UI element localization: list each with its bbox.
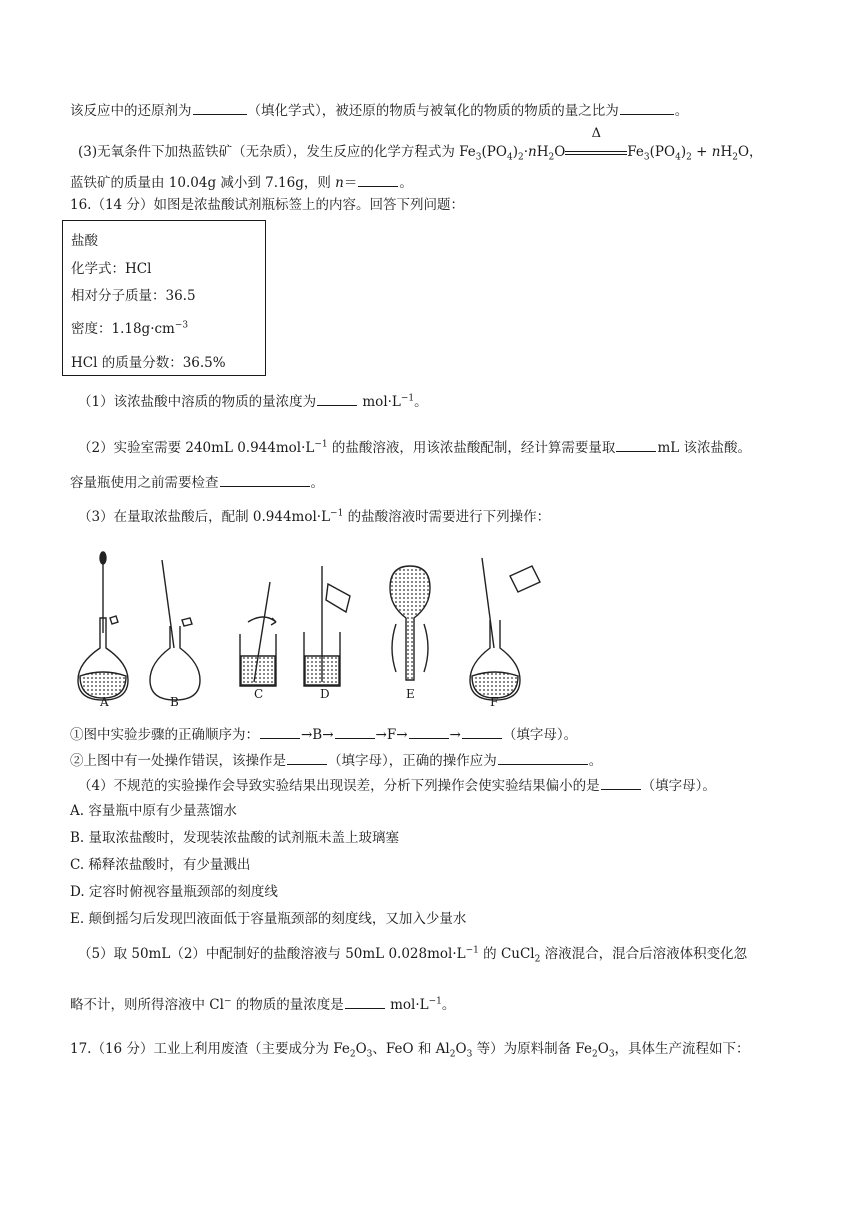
exponent: −1	[330, 508, 344, 519]
text: 溶液混合，混合后溶液体积变化忽	[540, 946, 748, 962]
text: 的盐酸溶液，用该浓盐酸配制，经计算需要量取	[327, 440, 616, 456]
text: 。	[588, 753, 603, 769]
subscript: 2	[534, 954, 541, 965]
text: mol·L	[358, 394, 401, 410]
step-a-dropper-flask	[78, 552, 128, 700]
question-2	[78, 437, 751, 457]
lab-procedure-figure	[70, 548, 550, 708]
text: →	[449, 727, 461, 743]
step-letter: A	[100, 695, 109, 708]
question-2-continued	[70, 472, 324, 492]
text: ＝	[343, 175, 358, 191]
option-c: C. 稀释浓盐酸时，有少量溅出	[70, 857, 251, 873]
text: →F→	[375, 727, 408, 743]
label-formula: 化学式：HCl	[71, 261, 152, 277]
text: 。	[441, 997, 456, 1013]
text: 。	[674, 103, 689, 119]
sub-question-2	[70, 750, 602, 770]
step-c-stirring-beaker	[240, 582, 276, 686]
label-density: 密度：$1.18g\cdot cm^{-3}$	[71, 320, 189, 337]
question-17-header: 17.（16 分）工业上利用废渣（主要成分为 $Fe_2O_3$、FeO 和 $Al_2O_3$ 等）为原料制备 $Fe_2O_3$，具体生产流程如下：	[70, 1041, 750, 1060]
answer-blank[interactable]	[220, 472, 310, 487]
answer-blank[interactable]	[193, 100, 247, 115]
text: mol·L	[385, 997, 429, 1013]
text: （填字母）。	[641, 778, 716, 794]
exponent: −1	[314, 439, 328, 450]
text: ，	[749, 144, 763, 160]
text: （填字母），正确的操作应为	[328, 753, 497, 769]
superscript: −	[223, 996, 232, 1007]
answer-blank[interactable]	[620, 100, 674, 115]
equation-product: $Fe_3(PO_4)_2 + nH_2O$	[627, 144, 750, 163]
answer-blank[interactable]	[616, 437, 656, 452]
text: （3）在量取浓盐酸后，配制 0.944mol·L	[78, 509, 331, 525]
exponent: −1	[400, 393, 415, 404]
text: 16.（14 分）如图是浓盐酸试剂瓶标签上的内容。回答下列问题：	[70, 197, 464, 213]
text: ①图中实验步骤的正确顺序为：	[70, 727, 259, 743]
step-letter: B	[170, 695, 179, 708]
equation: $Fe_3(PO_4)_2\cdot nH_2O$	[459, 144, 566, 163]
text: 略不计，则所得溶液中 Cl	[70, 997, 224, 1013]
answer-blank[interactable]	[317, 391, 357, 406]
question-5	[78, 945, 747, 963]
label-molecular-mass: 相对分子质量：36.5	[71, 288, 196, 304]
text: （1）该浓盐酸中溶质的物质的量浓度为	[78, 394, 317, 410]
answer-blank[interactable]	[358, 172, 398, 187]
text: （填字母）。	[502, 727, 578, 743]
answer-blank[interactable]	[287, 750, 327, 765]
step-d-pour-beaker	[304, 566, 350, 686]
step-letter: F	[490, 695, 499, 708]
exponent: −1	[465, 945, 479, 956]
text: 的盐酸溶液时需要进行下列操作：	[343, 509, 551, 525]
question-1	[78, 391, 428, 411]
option-e: E. 颠倒摇匀后发现凹液面低于容量瓶颈部的刻度线，又加入少量水	[70, 911, 467, 927]
step-e-shake-flask	[390, 566, 430, 680]
answer-blank[interactable]	[462, 724, 502, 739]
step-letter: E	[406, 687, 415, 701]
answer-blank[interactable]	[260, 724, 300, 739]
answer-blank[interactable]	[498, 750, 588, 765]
option-b: B. 量取浓盐酸时，发现装浓盐酸的试剂瓶未盖上玻璃塞	[70, 830, 400, 846]
step-letter: C	[254, 687, 264, 701]
text: 。	[414, 394, 428, 410]
text-line	[70, 172, 413, 192]
text: （2）实验室需要 240mL 0.944mol·L	[78, 440, 315, 456]
step-f-flask-pour	[470, 558, 540, 700]
question-3	[78, 508, 550, 526]
variable: n	[335, 175, 344, 191]
answer-blank[interactable]	[335, 724, 375, 739]
heat-equals-sign	[565, 126, 627, 161]
text: 的物质的量浓度是	[231, 997, 344, 1013]
answer-blank[interactable]	[601, 775, 641, 790]
text: mL 该浓盐酸。	[657, 440, 751, 456]
text: （5）取 50mL（2）中配制好的盐酸溶液与 50mL 0.028mol·L	[78, 946, 466, 962]
text: 该反应中的还原剂为	[70, 103, 192, 119]
text: (3)无氧条件下加热蓝铁矿（无杂质），发生反应的化学方程式为	[78, 144, 455, 160]
text: 。	[310, 475, 324, 491]
question-16-header	[70, 196, 464, 214]
answer-blank[interactable]	[409, 724, 449, 739]
text: 的 CuCl	[478, 946, 535, 962]
step-b-funnel-flask	[150, 560, 200, 700]
option-a: A. 容量瓶中原有少量蒸馏水	[70, 803, 237, 819]
text: 蓝铁矿的质量由 10.04g 减小到 7.16g，则	[70, 175, 336, 191]
reagent-label-box	[62, 220, 266, 376]
option-d: D. 定容时俯视容量瓶颈部的刻度线	[70, 884, 278, 900]
question-5-continued	[70, 994, 455, 1014]
text: 。	[399, 175, 413, 191]
label-mass-fraction: HCl 的质量分数：36.5%	[71, 355, 226, 371]
step-letter: D	[320, 687, 330, 701]
text: （填化学式），被还原的物质与被氧化的物质的物质的量之比为	[247, 103, 619, 119]
text: 容量瓶使用之前需要检查	[70, 475, 219, 491]
sub-question-1	[70, 724, 577, 744]
text: →B→	[301, 727, 334, 743]
answer-blank[interactable]	[345, 994, 385, 1009]
text: ②上图中有一处操作错误，该操作是	[70, 753, 286, 769]
question-4	[78, 775, 716, 795]
text-line	[70, 100, 688, 120]
label-name: 盐酸	[71, 233, 98, 249]
delta-symbol: Δ	[591, 126, 601, 141]
text: （4）不规范的实验操作会导致实验结果出现误差，分析下列操作会使实验结果偏小的是	[78, 778, 600, 794]
equation-line	[78, 126, 763, 163]
exponent: −1	[428, 996, 442, 1007]
